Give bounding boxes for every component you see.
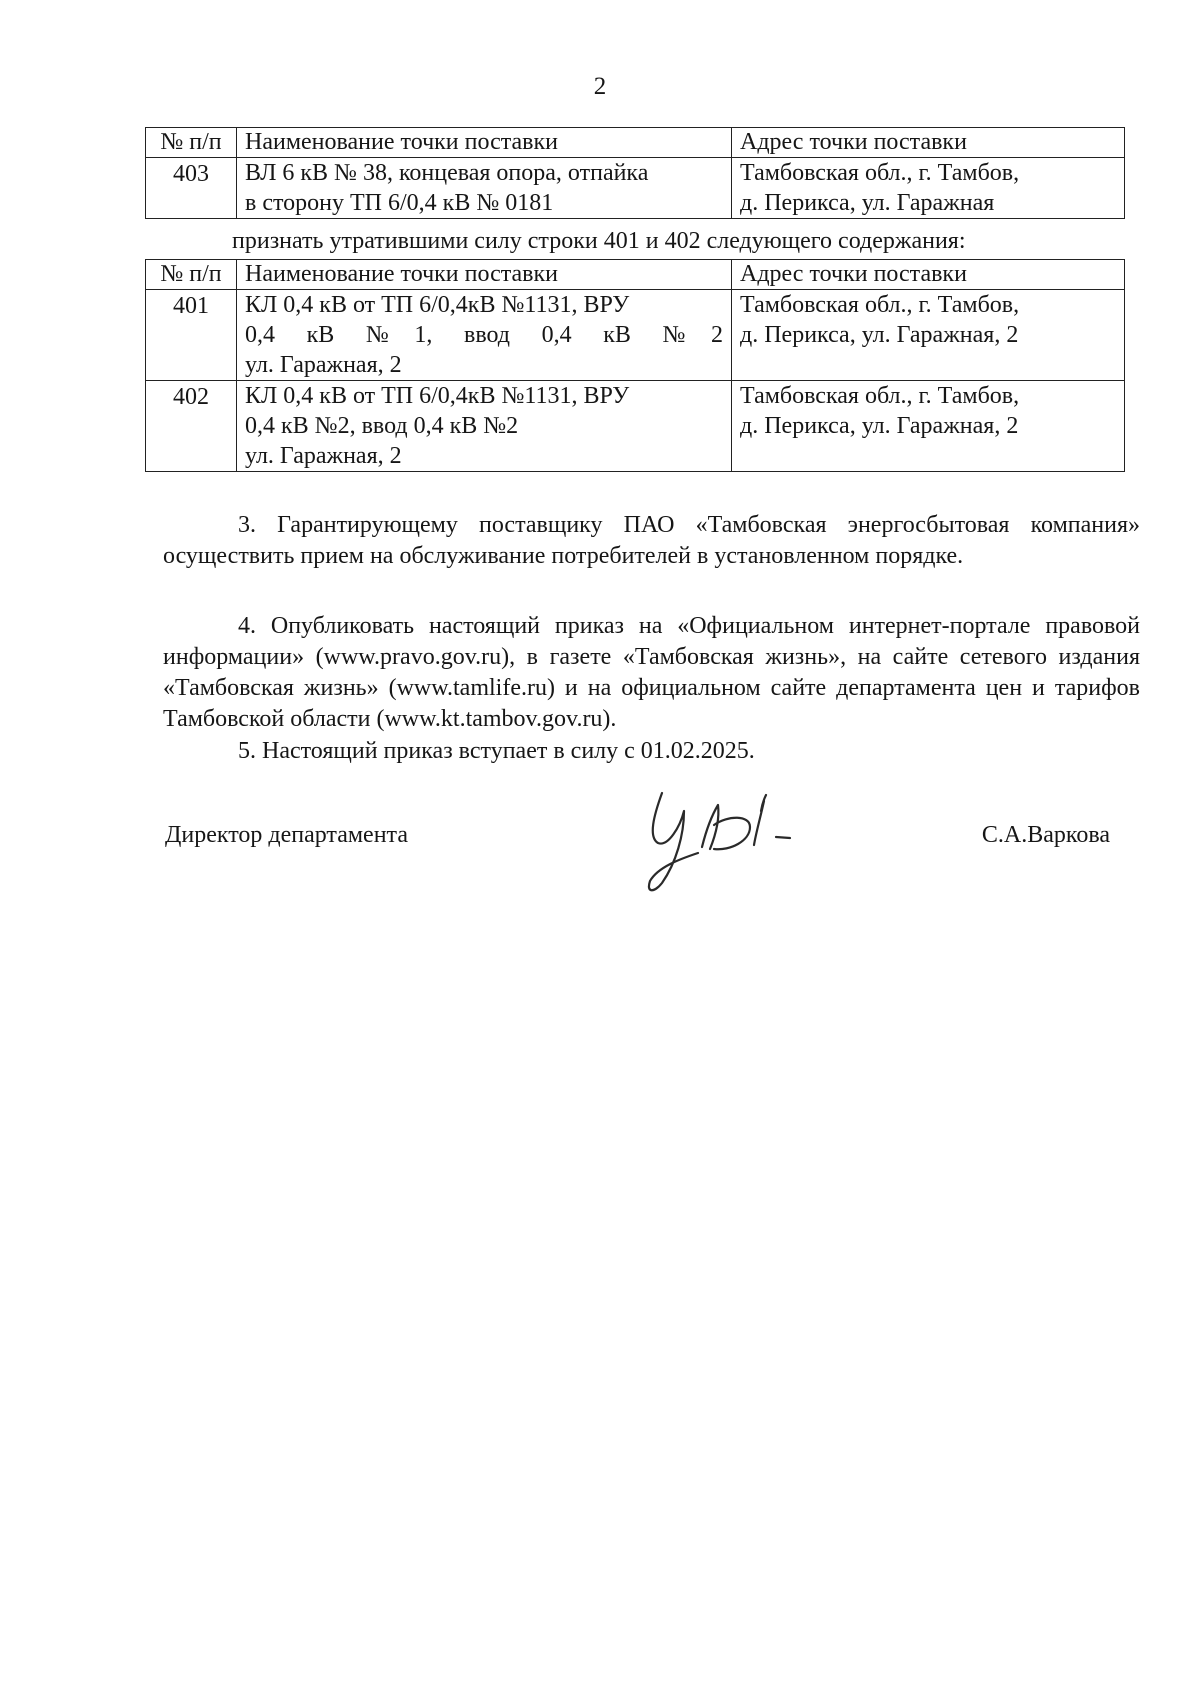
delivery-points-table-replacement (145, 127, 1125, 219)
signatory-title: Директор департамента (165, 822, 408, 848)
header-name: Наименование точки поставки (237, 260, 732, 290)
row-address-line: Тамбовская обл., г. Тамбов, (740, 383, 1020, 409)
table-row (146, 158, 1125, 219)
row-name (237, 381, 732, 472)
row-address-line: Тамбовская обл., г. Тамбов, (740, 292, 1020, 318)
row-name-line: КЛ 0,4 кВ от ТП 6/0,4кВ №1131, ВРУ (245, 292, 630, 318)
row-name-line: ВЛ 6 кВ № 38, концевая опора, отпайка (245, 160, 649, 186)
header-address: Адрес точки поставки (732, 128, 1125, 158)
table-row (146, 290, 1125, 381)
paragraph-4: 4. Опубликовать настоящий приказ на «Официальном интернет-портале правовой информации» (www.pravo.gov.ru), в газете «Тамбовская жизнь», на сайте сетевого издания «Тамбовская жизнь» (www.tamlife.ru) и на официальном сайте департамента цен и тарифов Тамбовской области (www.kt.tambov.gov.ru). (163, 613, 1140, 732)
row-name (237, 158, 732, 219)
header-num: № п/п (146, 128, 237, 158)
page-number: 2 (593, 73, 607, 100)
row-address (732, 158, 1125, 219)
row-name (237, 290, 732, 381)
row-address (732, 381, 1125, 472)
row-address-line: д. Перикса, ул. Гаражная (740, 190, 995, 216)
row-address-line: Тамбовская обл., г. Тамбов, (740, 160, 1020, 186)
table-header-row (146, 260, 1125, 290)
handwritten-signature (640, 775, 820, 905)
row-num: 403 (146, 158, 237, 219)
row-name-line: ул. Гаражная, 2 (245, 352, 402, 378)
row-name-line: ул. Гаражная, 2 (245, 443, 402, 469)
transition-text: признать утратившими силу строки 401 и 402 следующего содержания: (232, 228, 966, 254)
delivery-points-table-invalidated (145, 259, 1125, 472)
row-name-line: 0,4 кВ №2, ввод 0,4 кВ №2 (245, 413, 519, 439)
row-address-line: д. Перикса, ул. Гаражная, 2 (740, 322, 1019, 348)
row-address-line: д. Перикса, ул. Гаражная, 2 (740, 413, 1019, 439)
row-num: 402 (146, 381, 237, 472)
header-name: Наименование точки поставки (237, 128, 732, 158)
row-address (732, 290, 1125, 381)
row-name-line: в сторону ТП 6/0,4 кВ № 0181 (245, 190, 554, 216)
table-row (146, 381, 1125, 472)
signatory-name: С.А.Варкова (981, 822, 1110, 848)
row-name-line: 0,4 кВ №1, ввод 0,4 кВ №2 (245, 322, 723, 348)
table-header-row (146, 128, 1125, 158)
header-num: № п/п (146, 260, 237, 290)
paragraph-3: 3. Гарантирующему поставщику ПАО «Тамбовская энергосбытовая компания» осуществить прием на обслуживание потребителей в установленном порядке. (163, 512, 1140, 569)
row-num: 401 (146, 290, 237, 381)
paragraph-5: 5. Настоящий приказ вступает в силу с 01.02.2025. (238, 738, 755, 764)
row-name-line: КЛ 0,4 кВ от ТП 6/0,4кВ №1131, ВРУ (245, 383, 630, 409)
header-address: Адрес точки поставки (732, 260, 1125, 290)
